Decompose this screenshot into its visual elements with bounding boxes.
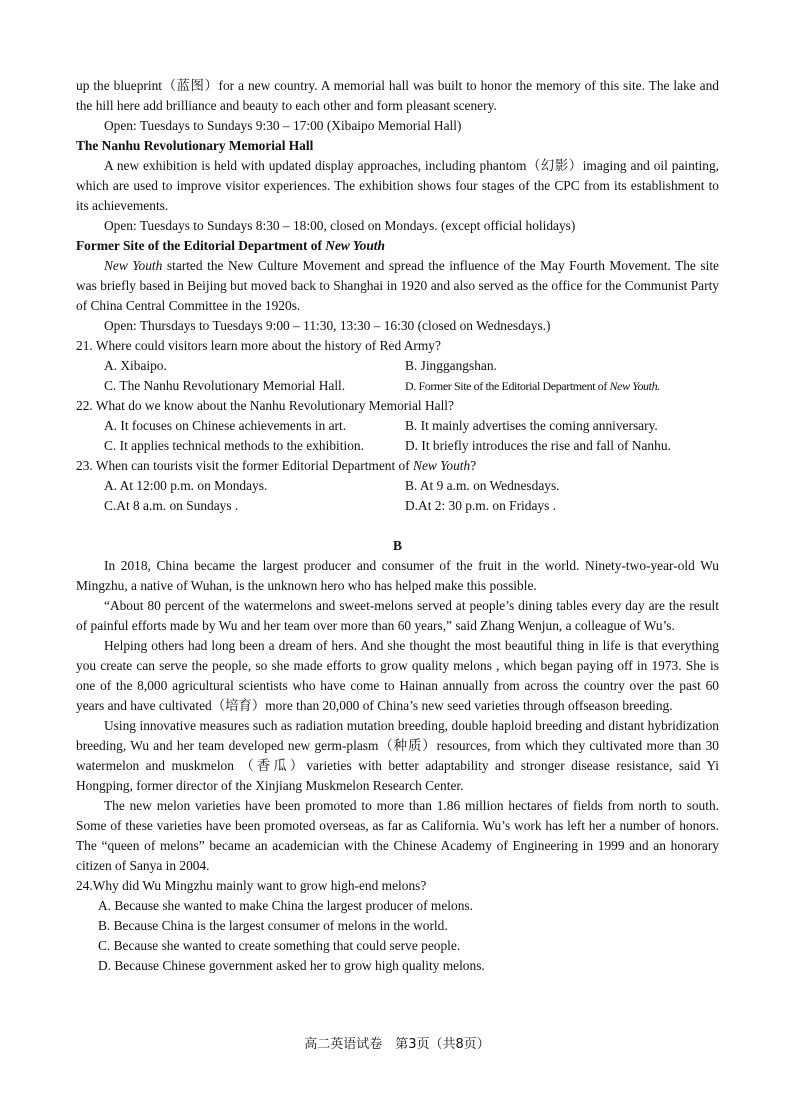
q23-option-c[interactable]: C.At 8 a.m. on Sundays . xyxy=(104,498,239,513)
sectionA-intro: up the blueprint（蓝图）for a new country. A memorial hall was built to honor the memory of this site. The lake and the hill here add brilliance and beauty to each other and form pleasant scenery. xyxy=(76,78,719,113)
nanhu-description: A new exhibition is held with updated display approaches, including phantom（幻影）imaging and oil painting, which are used to improve visitor experiences. The exhibition shows four stages of the CPC from its establishment to its achievements. xyxy=(76,158,719,213)
section-b-paragraph-2: “About 80 percent of the watermelons and sweet-melons served at people’s dining tables every day are the result of painful efforts made by Wu and her team over more than 60 years,” said Zhang Wenjun, a colleague of Wu’s. xyxy=(76,598,719,633)
q23-stem-prefix: 23. When can tourists visit the former Editorial Department of xyxy=(76,458,414,473)
q23-option-a[interactable]: A. At 12:00 p.m. on Mondays. xyxy=(104,478,268,493)
heading-new-youth xyxy=(76,236,719,256)
q21-option-d[interactable] xyxy=(405,376,719,396)
q24-option-d[interactable]: D. Because Chinese government asked her to grow high quality melons. xyxy=(98,958,485,973)
opening-hours-xibaipo: Open: Tuesdays to Sundays 9:30 – 17:00 (Xibaipo Memorial Hall) xyxy=(104,118,462,133)
q23-stem-suffix: ? xyxy=(470,458,477,473)
question-23-options xyxy=(76,476,719,516)
q21-option-d-prefix: D. Former Site of the Editorial Department of xyxy=(405,379,610,393)
question-24-options xyxy=(76,896,719,976)
q21-option-d-title: New Youth. xyxy=(609,379,660,393)
q22-option-c[interactable]: C. It applies technical methods to the exhibition. xyxy=(104,438,364,453)
heading-new-youth-prefix: Former Site of the Editorial Department of xyxy=(76,238,326,253)
exam-page xyxy=(76,76,719,976)
section-b-paragraph-1: In 2018, China became the largest producer and consumer of the fruit in the world. Ninety-two-year-old Wu Mingzhu, a native of Wuhan, is the unknown hero who has helped make this possible. xyxy=(76,558,719,593)
q24-option-c[interactable]: C. Because she wanted to create something that could serve people. xyxy=(98,938,461,953)
new-youth-description xyxy=(76,256,719,316)
q23-option-b[interactable]: B. At 9 a.m. on Wednesdays. xyxy=(405,478,560,493)
question-23-stem xyxy=(76,456,719,476)
new-youth-text: started the New Culture Movement and spread the influence of the May Fourth Movement. The site was briefly based in Beijing but moved back to Shanghai in 1920 and also served as the office for the Communist Party of China Central Committee in the 1920s. xyxy=(76,258,719,313)
opening-hours-new-youth: Open: Thursdays to Tuesdays 9:00 – 11:30, 13:30 – 16:30 (closed on Wednesdays.) xyxy=(104,318,551,333)
heading-nanhu: The Nanhu Revolutionary Memorial Hall xyxy=(76,138,314,153)
section-b-paragraph-3: Helping others had long been a dream of hers. And she thought the most beautiful thing in life is that everything you create can serve the people, so she made efforts to grow quality melons , which began paying off in 1973. She is one of the 8,000 agricultural scientists who have come to Hainan annually from across the country over the past 60 years and have cultivated（培育）more than 20,000 of China’s new seed varieties through offseason breeding. xyxy=(76,638,719,713)
q23-stem-title: New Youth xyxy=(413,458,471,473)
opening-hours-nanhu: Open: Tuesdays to Sundays 8:30 – 18:00, closed on Mondays. (except official holidays) xyxy=(104,218,576,233)
new-youth-name: New Youth xyxy=(104,258,163,273)
q22-option-a[interactable]: A. It focuses on Chinese achievements in art. xyxy=(104,418,347,433)
section-b-title: B xyxy=(393,538,402,553)
q23-option-d[interactable]: D.At 2: 30 p.m. on Fridays . xyxy=(405,498,557,513)
section-b-paragraph-4: Using innovative measures such as radiation mutation breeding, double haploid breeding and distant hybridization breeding, Wu and her team developed new germ-plasm（种质）resources, from which they cultivated more than 30 watermelon and muskmelon （香瓜）varieties with better adaptability and stronger disease resistance, said Yi Hongping, former director of the Xinjiang Muskmelon Research Center. xyxy=(76,718,719,793)
q21-option-a[interactable]: A. Xibaipo. xyxy=(104,358,167,373)
q24-option-b[interactable]: B. Because China is the largest consumer of melons in the world. xyxy=(98,918,448,933)
question-22-stem: 22. What do we know about the Nanhu Revolutionary Memorial Hall? xyxy=(76,398,454,413)
section-b-paragraph-5: The new melon varieties have been promoted to more than 1.86 million hectares of fields from north to south. Some of these varieties have been promoted overseas, as far as California. Wu’s work has left her a number of honors. The “queen of melons” became an academician with the Chinese Academy of Engineering in 1999 and an honorary citizen of Sanya in 2004. xyxy=(76,798,719,873)
heading-new-youth-title: New Youth xyxy=(325,238,385,253)
q22-option-b[interactable]: B. It mainly advertises the coming anniversary. xyxy=(405,418,658,433)
q22-option-d[interactable]: D. It briefly introduces the rise and fall of Nanhu. xyxy=(405,438,671,453)
question-21-stem: 21. Where could visitors learn more about the history of Red Army? xyxy=(76,338,441,353)
question-24-stem: 24.Why did Wu Mingzhu mainly want to grow high-end melons? xyxy=(76,878,427,893)
q21-option-b[interactable]: B. Jinggangshan. xyxy=(405,358,497,373)
question-22-options xyxy=(76,416,719,456)
q24-option-a[interactable]: A. Because she wanted to make China the largest producer of melons. xyxy=(98,898,473,913)
q21-option-c[interactable]: C. The Nanhu Revolutionary Memorial Hall. xyxy=(104,378,346,393)
question-21-options xyxy=(76,356,719,396)
page-footer: 高二英语试卷 第3页（共8页） xyxy=(304,1037,490,1052)
